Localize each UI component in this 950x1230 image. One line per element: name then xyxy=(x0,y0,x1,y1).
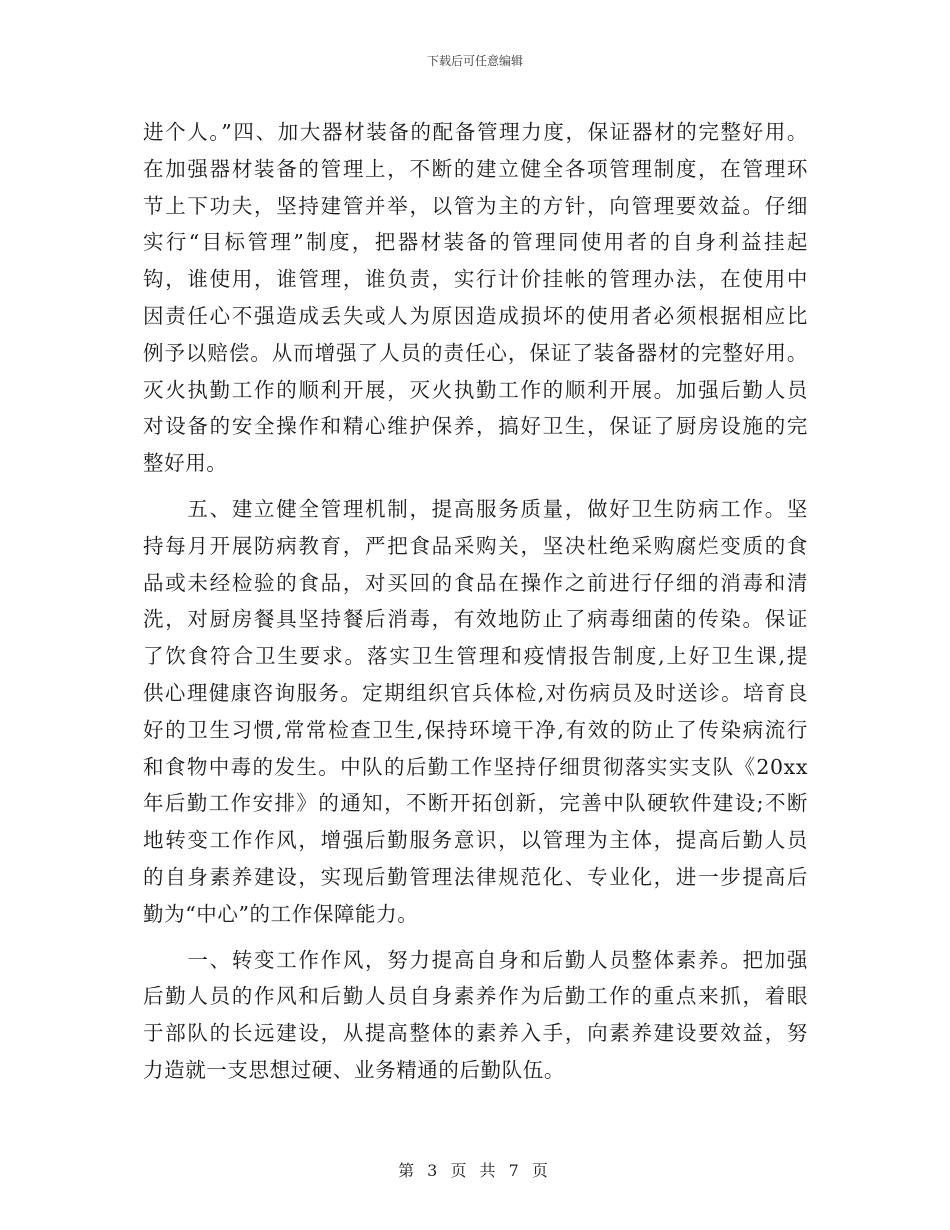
text-line: 例予以赔偿。从而增强了人员的责任心，保证了装备器材的完整好用。 xyxy=(143,340,808,365)
text-line: 和食物中毒的发生。中队的后勤工作坚持仔细贯彻落实实支队《20xx xyxy=(143,754,808,779)
text-line: 力造就一支思想过硬、业务精通的后勤队伍。 xyxy=(143,1057,565,1082)
page-number-footer: 第 3 页 共 7 页 xyxy=(398,1161,552,1180)
text-line: 好的卫生习惯,常常检查卫生,保持环境干净,有效的防止了传染病流行 xyxy=(143,717,808,742)
text-line: 五、建立健全管理机制，提高服务质量，做好卫生防病工作。坚 xyxy=(143,496,808,521)
document-body xyxy=(143,114,808,1089)
text-line: 灭火执勤工作的顺利开展，灭火执勤工作的顺利开展。加强后勤人员 xyxy=(143,377,808,402)
text-line: 供心理健康咨询服务。定期组织官兵体检,对伤病员及时送诊。培育良 xyxy=(143,680,808,705)
text-line: 在加强器材装备的管理上，不断的建立健全各项管理制度，在管理环 xyxy=(143,156,808,181)
text-line: 勤为“中心”的工作保障能力。 xyxy=(143,901,419,926)
text-line: 因责任心不强造成丢失或人为原因造成损坏的使用者必须根据相应比 xyxy=(143,303,808,328)
text-line: 了饮食符合卫生要求。落实卫生管理和疫情报告制度,上好卫生课,提 xyxy=(143,644,808,669)
text-line: 后勤人员的作风和后勤人员自身素养作为后勤工作的重点来抓，着眼 xyxy=(143,984,808,1009)
text-line: 实行“目标管理”制度，把器材装备的管理同使用者的自身利益挂起 xyxy=(143,230,808,255)
text-line: 节上下功夫，坚持建管并举，以管为主的方针，向管理要效益。仔细 xyxy=(143,193,808,218)
text-line: 一、转变工作作风，努力提高自身和后勤人员整体素养。把加强 xyxy=(143,947,808,972)
text-line: 于部队的长远建设，从提高整体的素养入手，向素养建设要效益，努 xyxy=(143,1021,808,1046)
paragraph-equipment-management xyxy=(143,114,808,482)
text-line: 对设备的安全操作和精心维护保养，搞好卫生，保证了厨房设施的完 xyxy=(143,414,808,439)
text-line: 进个人。”四、加大器材装备的配备管理力度，保证器材的完整好用。 xyxy=(143,120,808,144)
text-line: 持每月开展防病教育，严把食品采购关，坚决杜绝采购腐烂变质的食 xyxy=(143,533,808,558)
text-line: 地转变工作作风，增强后勤服务意识，以管理为主体，提高后勤人员 xyxy=(143,828,808,853)
text-line: 品或未经检验的食品，对买回的食品在操作之前进行仔细的消毒和清 xyxy=(143,570,808,595)
text-line: 钩，谁使用，谁管理，谁负责，实行计价挂帐的管理办法，在使用中 xyxy=(143,267,808,292)
text-line: 年后勤工作安排》的通知，不断开拓创新，完善中队硬软件建设;不断 xyxy=(143,791,808,816)
text-line: 洗，对厨房餐具坚持餐后消毒，有效地防止了病毒细菌的传染。保证 xyxy=(143,607,808,632)
paragraph-health-management xyxy=(143,491,808,933)
page-header: 下载后可任意编辑 xyxy=(426,54,523,68)
text-line: 的自身素养建设，实现后勤管理法律规范化、专业化，进一步提高后 xyxy=(143,864,808,889)
text-line: 整好用。 xyxy=(143,451,228,476)
paragraph-work-style xyxy=(143,942,808,1089)
